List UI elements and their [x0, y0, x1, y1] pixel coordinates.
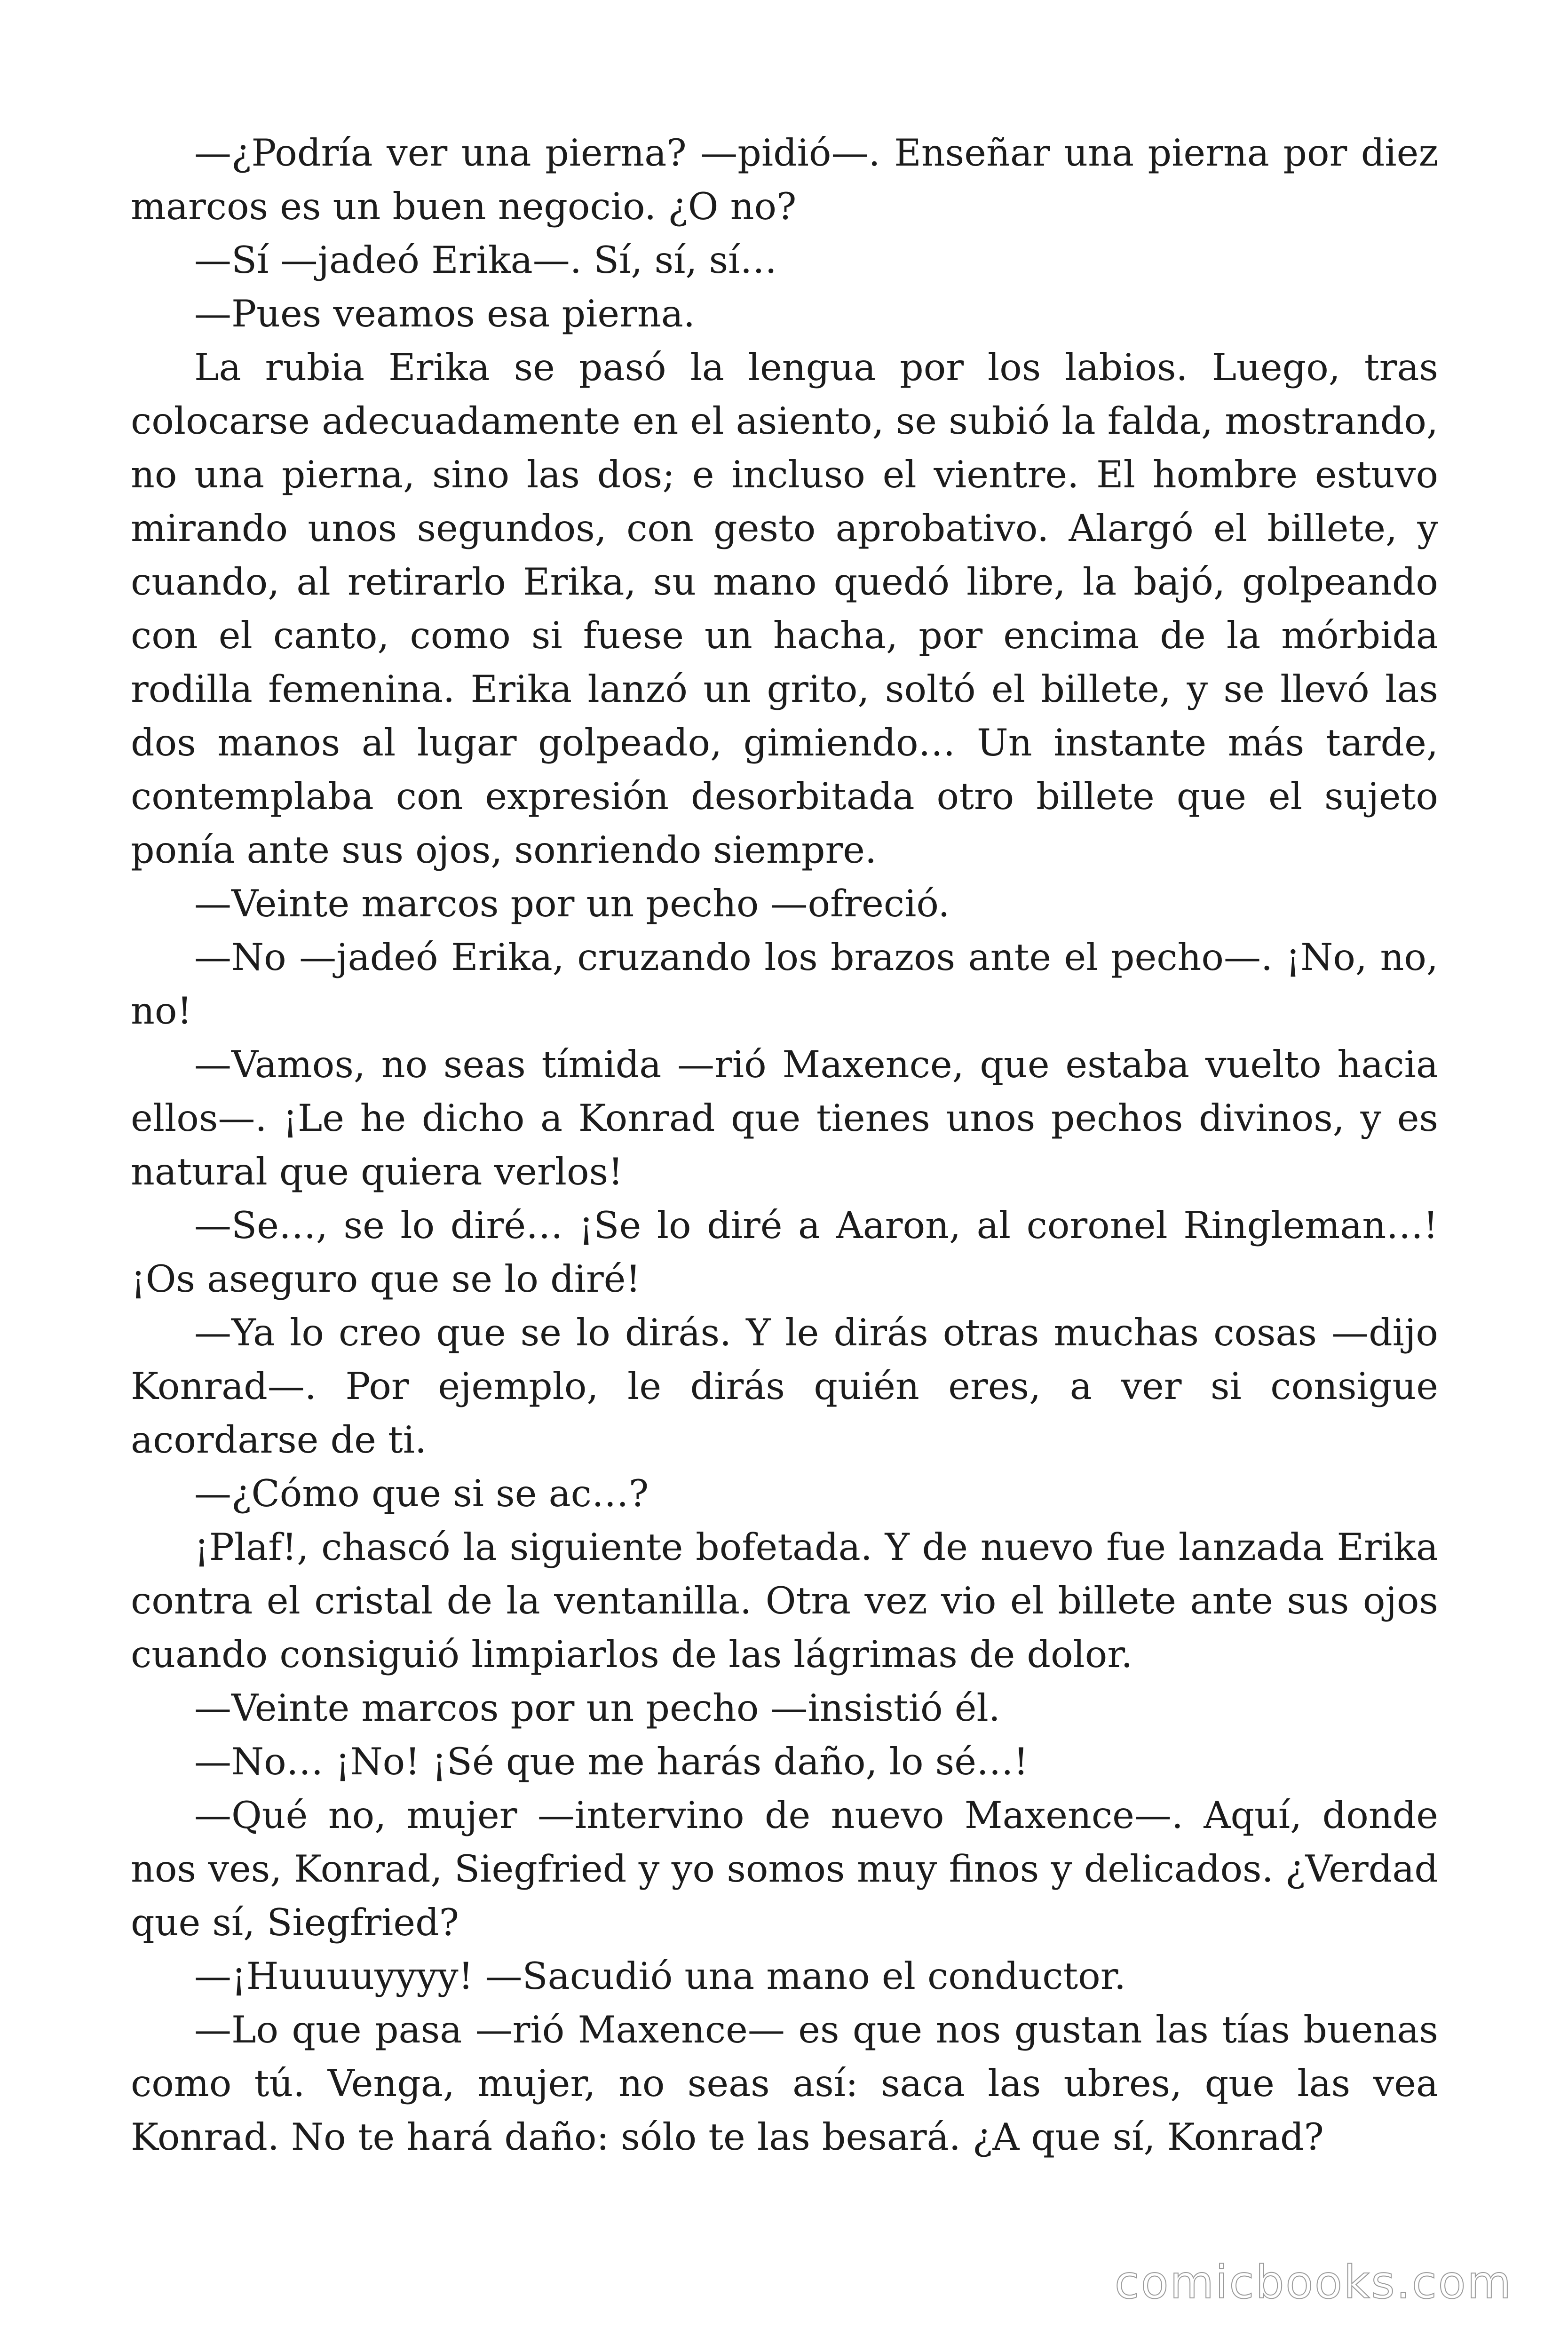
paragraph: —Qué no, mujer —intervino de nuevo Maxence—. Aquí, donde nos ves, Konrad, Siegfried y yo somos muy finos y delicados. ¿Verdad que sí, Siegfried?: [131, 1794, 1438, 1944]
paragraph: —No —jadeó Erika, cruzando los brazos ante el pecho—. ¡No, no, no!: [131, 936, 1438, 1033]
paragraph: —¿Podría ver una pierna? —pidió—. Enseñar una pierna por diez marcos es un buen negocio. ¿O no?: [131, 131, 1438, 228]
paragraph: —Ya lo creo que se lo dirás. Y le dirás otras muchas cosas —dijo Konrad—. Por ejemplo, le dirás quién eres, a ver si consigue acordarse de ti.: [131, 1311, 1438, 1462]
paragraph: —No… ¡No! ¡Sé que me harás daño, lo sé…!: [194, 1740, 1029, 1783]
paragraph: —Sí —jadeó Erika—. Sí, sí, sí…: [194, 238, 777, 282]
paragraph: —¿Cómo que si se ac…?: [194, 1472, 649, 1515]
paragraph: —Veinte marcos por un pecho —ofreció.: [194, 882, 950, 925]
paragraph: —Lo que pasa —rió Maxence— es que nos gustan las tías buenas como tú. Venga, mujer, no seas así: saca las ubres, que las vea Konrad. No te hará daño: sólo te las besará. ¿A que sí, Konrad?: [131, 2008, 1438, 2159]
paragraph: ¡Plaf!, chascó la siguiente bofetada. Y de nuevo fue lanzada Erika contra el cristal de la ventanilla. Otra vez vio el billete ante sus ojos cuando consiguió limpiarlos de las lágrimas de dolor.: [131, 1526, 1438, 1676]
watermark: comicbooks.com: [1114, 2256, 1513, 2309]
paragraph: La rubia Erika se pasó la lengua por los labios. Luego, tras colocarse adecuadamente en el asiento, se subió la falda, mostrando, no una pierna, sino las dos; e incluso el vientre. El hombre estuvo mirando unos segundos, con gesto aprobativo. Alargó el billete, y cuando, al retirarlo Erika, su mano quedó libre, la bajó, golpeando con el canto, como si fuese un hacha, por encima de la mórbida rodilla femenina. Erika lanzó un grito, soltó el billete, y se llevó las dos manos al lugar golpeado, gimiendo… Un instante más tarde, contemplaba con expresión desorbitada otro billete que el sujeto ponía ante sus ojos, sonriendo siempre.: [131, 346, 1438, 872]
paragraph: —Veinte marcos por un pecho —insistió él.: [194, 1686, 1000, 1730]
paragraph: —Pues veamos esa pierna.: [194, 292, 695, 335]
paragraph: —¡Huuuuyyyy! —Sacudió una mano el conductor.: [194, 1955, 1126, 1998]
page-body: [131, 126, 1438, 2164]
paragraph: —Vamos, no seas tímida —rió Maxence, que estaba vuelto hacia ellos—. ¡Le he dicho a Konrad que tienes unos pechos divinos, y es natural que quiera verlos!: [131, 1043, 1438, 1193]
paragraph: —Se…, se lo diré… ¡Se lo diré a Aaron, al coronel Ringleman…! ¡Os aseguro que se lo diré!: [131, 1204, 1438, 1301]
